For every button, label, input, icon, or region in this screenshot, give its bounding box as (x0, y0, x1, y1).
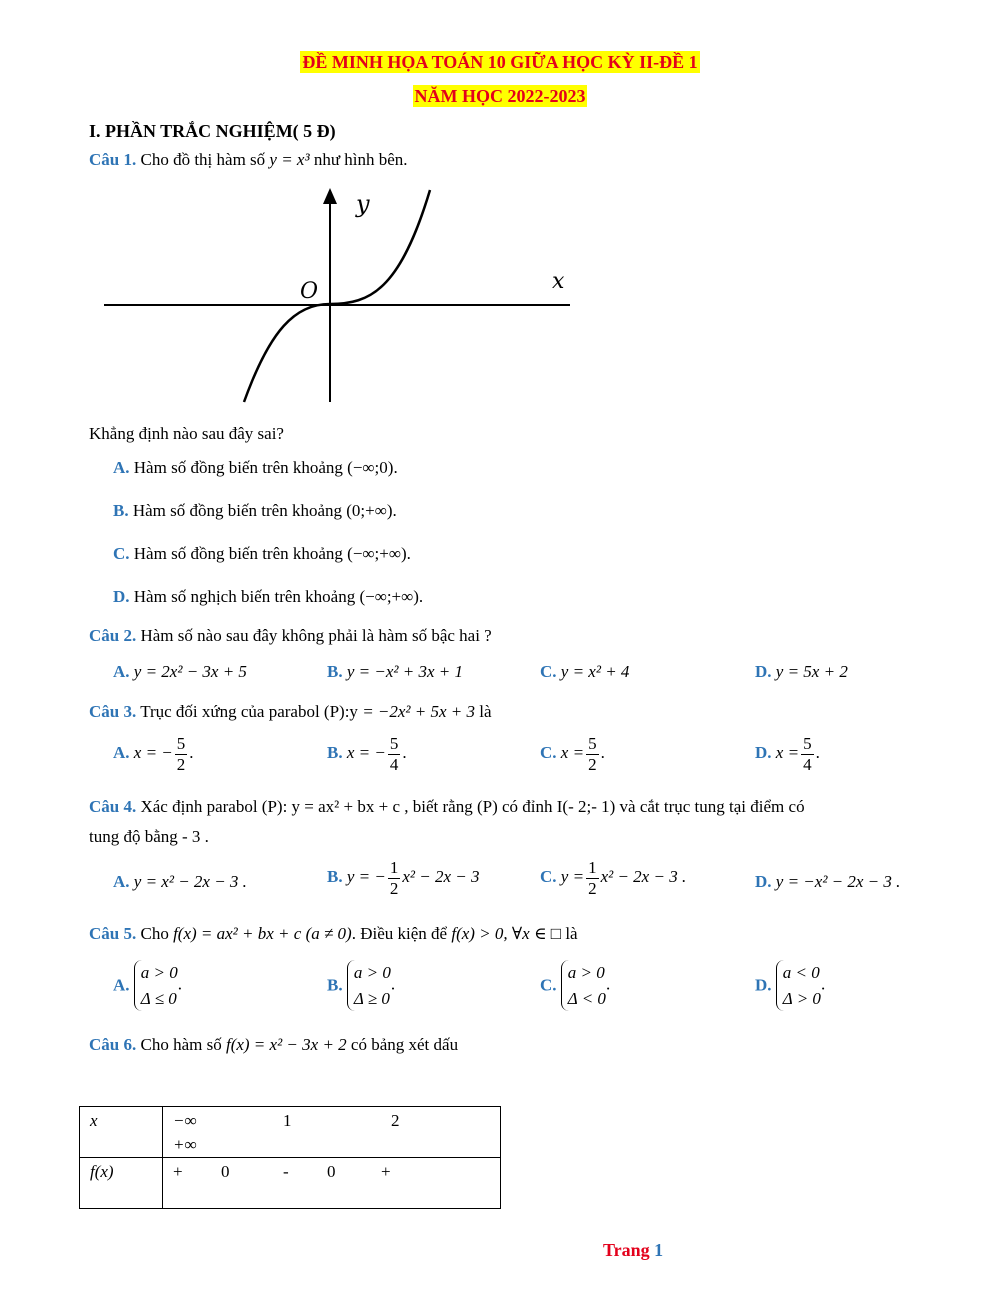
question-5-text-c: là (565, 924, 578, 943)
option-lhs: y = (560, 866, 585, 886)
q2-option-d[interactable] (755, 662, 848, 682)
q1-option-b[interactable] (113, 501, 397, 521)
question-6-text-a: Cho hàm số (140, 1035, 222, 1054)
question-1-text-b: như hình bên. (313, 150, 408, 169)
option-tail: . (605, 974, 611, 994)
option-key: D. (113, 587, 130, 606)
option-text: y = 2x² − 3x + 5 (133, 662, 247, 681)
option-lhs: x = (560, 742, 585, 762)
q4-option-d[interactable] (755, 872, 900, 892)
option-key: D. (755, 975, 772, 995)
option-tail: x² − 2x − 3 . (600, 866, 687, 886)
q2-option-c[interactable] (540, 662, 629, 682)
q1-option-a[interactable] (113, 458, 398, 478)
title-wrap (0, 52, 1000, 73)
option-key: C. (540, 866, 557, 886)
fraction: $\frac{5}{2}$ (176, 734, 186, 774)
x-value: −∞ (173, 1111, 197, 1130)
q3-option-b[interactable] (327, 734, 407, 774)
fraction: $\frac{5}{2}$ (588, 734, 597, 774)
system-brace: a > 0 Δ < 0 (561, 960, 606, 1011)
option-tail: x² − 2x − 3 (402, 866, 480, 886)
sign-table-row-x (80, 1107, 501, 1158)
question-1-formula: y = x³ (269, 150, 310, 169)
q3-option-d[interactable] (755, 734, 820, 774)
option-key: A. (113, 872, 130, 891)
question-6-text-b: có bảng xét dấu (350, 1035, 459, 1054)
option-key: D. (755, 662, 772, 681)
q4-option-c[interactable] (540, 858, 686, 898)
q5-option-a[interactable] (113, 960, 182, 1011)
option-text: y = x² + 4 (560, 662, 630, 681)
question-2-text: Hàm số nào sau đây không phải là hàm số bậc hai ? (140, 626, 492, 645)
question-5-text-b: . Điều kiện để (351, 924, 448, 943)
option-tail: . (815, 742, 820, 762)
origin-label: O (300, 279, 319, 304)
option-key: B. (327, 662, 343, 681)
option-tail: . (177, 974, 183, 994)
question-3-label: Câu 3. (89, 702, 137, 721)
option-text: Hàm số đồng biến trên khoảng (−∞;0). (133, 458, 398, 477)
option-key: A. (113, 975, 130, 995)
option-key: B. (327, 742, 343, 762)
option-tail: . (820, 974, 826, 994)
q1-option-d[interactable] (113, 587, 423, 607)
page-label: Trang (603, 1240, 650, 1260)
x-values-cell (163, 1107, 501, 1158)
system-brace: a > 0 Δ ≥ 0 (347, 960, 391, 1011)
y-axis-label: y (356, 190, 370, 218)
question-6-label: Câu 6. (89, 1035, 137, 1054)
question-3-formula: = −2x² + 5x + 3 (362, 702, 476, 721)
question-5-formula-2: f(x) > 0, ∀x ∈ □ (451, 924, 562, 943)
question-2 (89, 626, 492, 646)
question-4 (89, 797, 805, 817)
q1-option-c[interactable] (113, 544, 411, 564)
cubic-graph (100, 180, 580, 405)
option-key: D. (755, 872, 772, 891)
option-key: C. (540, 975, 557, 995)
question-1-label: Câu 1. (89, 150, 137, 169)
sign-value: 0 (327, 1162, 336, 1181)
question-5-label: Câu 5. (89, 924, 137, 943)
option-key: B. (327, 866, 343, 886)
fraction: $\frac{1}{2}$ (389, 858, 399, 898)
option-key: A. (113, 742, 130, 762)
question-6 (89, 1035, 458, 1055)
sign-value: 0 (221, 1162, 230, 1181)
question-6-formula: f(x) = x² − 3x + 2 (225, 1035, 347, 1054)
q2-option-b[interactable] (327, 662, 463, 682)
fraction: $\frac{5}{4}$ (389, 734, 399, 774)
option-text: y = −x² + 3x + 1 (346, 662, 463, 681)
q3-option-c[interactable] (540, 734, 605, 774)
option-tail: . (402, 742, 407, 762)
question-1-prompt: Khẳng định nào sau đây sai? (89, 424, 284, 443)
option-text: Hàm số nghịch biến trên khoảng (−∞;+∞). (133, 587, 424, 606)
option-text: y = −x² − 2x − 3 . (775, 872, 901, 891)
q5-option-d[interactable] (755, 960, 825, 1011)
sign-table-row-f (80, 1158, 501, 1209)
fraction: $\frac{1}{2}$ (588, 858, 597, 898)
question-5 (89, 924, 578, 944)
option-key: A. (113, 662, 130, 681)
option-lhs: x = − (133, 742, 173, 762)
option-tail: . (189, 742, 194, 762)
option-key: B. (113, 501, 129, 520)
option-key: C. (540, 742, 557, 762)
q5-option-b[interactable] (327, 960, 395, 1011)
question-4-label: Câu 4. (89, 797, 137, 816)
q3-option-a[interactable] (113, 734, 194, 774)
question-4-line-1: Xác định parabol (P): y = ax² + bx + c , biết rằng (P) có đỉnh I(- 2;- 1) và cắt trục tung tại điểm có (140, 797, 805, 816)
question-4-line-2: tung độ bằng - 3 . (89, 827, 209, 846)
question-1-text-a: Cho đồ thị hàm số (140, 150, 266, 169)
sign-value: + (381, 1162, 391, 1181)
option-text: Hàm số đồng biến trên khoảng (0;+∞). (132, 501, 397, 520)
document-title: ĐỀ MINH HỌA TOÁN 10 GIỮA HỌC KỲ II-ĐỀ 1 (302, 52, 698, 72)
option-tail: . (390, 974, 396, 994)
y-axis-arrow (323, 188, 337, 204)
option-key: C. (113, 544, 130, 563)
x-axis-label: x (552, 269, 565, 294)
option-key: D. (755, 742, 772, 762)
fraction: $\frac{5}{4}$ (803, 734, 812, 774)
system-brace: a > 0 Δ ≤ 0 (134, 960, 178, 1011)
x-value: 1 (283, 1111, 292, 1130)
sign-table (79, 1106, 501, 1209)
option-key: B. (327, 975, 343, 995)
x-value: 2 (391, 1111, 400, 1130)
question-2-label: Câu 2. (89, 626, 137, 645)
x-value-extra: +∞ (173, 1135, 197, 1154)
q5-option-c[interactable] (540, 960, 610, 1011)
option-text: y = 5x + 2 (775, 662, 848, 681)
q4-option-b[interactable] (327, 858, 479, 898)
row-label-f: f(x) (80, 1158, 163, 1209)
school-year: NĂM HỌC 2022-2023 (414, 86, 586, 106)
option-tail: . (600, 742, 605, 762)
option-key: A. (113, 458, 130, 477)
cubic-curve (244, 190, 430, 402)
question-3-text-b: là (479, 702, 492, 721)
option-key: C. (540, 662, 557, 681)
row-label-x: x (80, 1107, 163, 1158)
question-3 (89, 702, 492, 722)
page-num: 1 (654, 1240, 664, 1260)
page-number (603, 1240, 663, 1261)
option-text: y = x² − 2x − 3 . (133, 872, 247, 891)
question-5-formula: f(x) = ax² + bx + c (a ≠ 0) (173, 924, 352, 943)
year-wrap (0, 86, 1000, 107)
q2-option-a[interactable] (113, 662, 247, 682)
sign-value: + (173, 1162, 183, 1181)
sign-value: - (283, 1162, 289, 1181)
question-1 (89, 150, 408, 170)
q4-option-a[interactable] (113, 872, 247, 892)
question-5-text-a: Cho (140, 924, 169, 943)
section-heading: I. PHẦN TRẮC NGHIỆM( 5 Đ) (89, 121, 336, 141)
sign-values-cell (163, 1158, 501, 1209)
option-lhs: y = − (346, 866, 386, 886)
option-lhs: x = (775, 742, 800, 762)
question-3-text-a: Trục đối xứng của parabol (P):y (140, 702, 358, 721)
system-brace: a < 0 Δ > 0 (776, 960, 821, 1011)
option-text: Hàm số đồng biến trên khoảng (−∞;+∞). (133, 544, 411, 563)
option-lhs: x = − (346, 742, 386, 762)
